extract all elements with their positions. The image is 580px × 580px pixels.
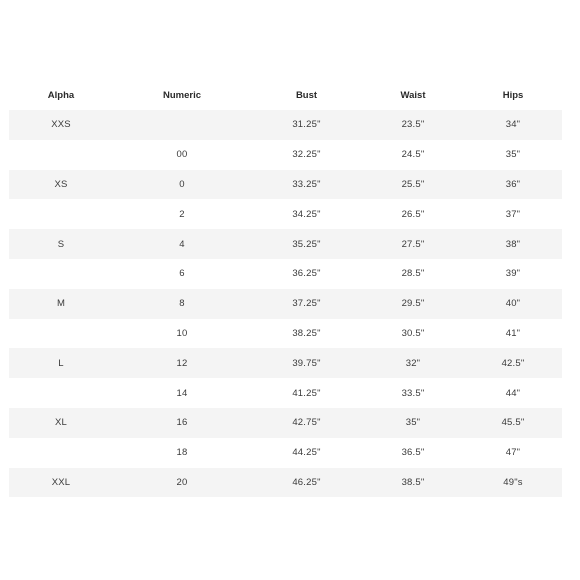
- cell-alpha: [9, 199, 113, 229]
- cell-numeric: 20: [113, 468, 251, 498]
- cell-hips: 49"s: [464, 468, 562, 498]
- cell-alpha: [9, 378, 113, 408]
- cell-alpha: L: [9, 348, 113, 378]
- table-row: [9, 348, 562, 378]
- cell-alpha: [9, 140, 113, 170]
- cell-waist: 27.5": [362, 229, 464, 259]
- cell-numeric: 10: [113, 319, 251, 349]
- cell-waist: 25.5": [362, 170, 464, 200]
- header-bust: Bust: [295, 90, 318, 101]
- table-row: [9, 438, 562, 468]
- cell-hips: 41": [464, 319, 562, 349]
- cell-numeric: 0: [113, 170, 251, 200]
- cell-bust: 44.25": [251, 438, 362, 468]
- cell-bust: 37.25": [251, 289, 362, 319]
- cell-bust: 46.25": [251, 468, 362, 498]
- cell-alpha: XS: [9, 170, 113, 200]
- cell-numeric: 2: [113, 199, 251, 229]
- cell-numeric: 14: [113, 378, 251, 408]
- cell-numeric: 16: [113, 408, 251, 438]
- cell-hips: 39": [464, 259, 562, 289]
- cell-numeric: 18: [113, 438, 251, 468]
- cell-waist: 36.5": [362, 438, 464, 468]
- table-row: [9, 140, 562, 170]
- cell-numeric: 12: [113, 348, 251, 378]
- cell-bust: 39.75": [251, 348, 362, 378]
- table-row: [9, 468, 562, 498]
- table-body: [9, 110, 562, 497]
- table-row: [9, 110, 562, 140]
- cell-waist: 28.5": [362, 259, 464, 289]
- cell-numeric: 00: [113, 140, 251, 170]
- table-header-row: [9, 81, 562, 110]
- cell-alpha: XXS: [9, 110, 113, 140]
- cell-hips: 45.5": [464, 408, 562, 438]
- cell-waist: 38.5": [362, 468, 464, 498]
- cell-numeric: 8: [113, 289, 251, 319]
- cell-alpha: [9, 438, 113, 468]
- cell-numeric: 4: [113, 229, 251, 259]
- cell-bust: 31.25": [251, 110, 362, 140]
- cell-hips: 42.5": [464, 348, 562, 378]
- cell-hips: 38": [464, 229, 562, 259]
- cell-hips: 40": [464, 289, 562, 319]
- cell-waist: 29.5": [362, 289, 464, 319]
- table-row: [9, 170, 562, 200]
- cell-waist: 32": [362, 348, 464, 378]
- header-hips: Hips: [502, 90, 524, 101]
- cell-hips: 37": [464, 199, 562, 229]
- cell-alpha: [9, 259, 113, 289]
- cell-hips: 47": [464, 438, 562, 468]
- cell-waist: 24.5": [362, 140, 464, 170]
- cell-waist: 33.5": [362, 378, 464, 408]
- size-chart-table: [9, 81, 562, 497]
- cell-bust: 33.25": [251, 170, 362, 200]
- cell-waist: 23.5": [362, 110, 464, 140]
- cell-bust: 34.25": [251, 199, 362, 229]
- header-waist: Waist: [400, 90, 426, 101]
- cell-alpha: M: [9, 289, 113, 319]
- table-row: [9, 319, 562, 349]
- cell-alpha: [9, 319, 113, 349]
- header-numeric: Numeric: [162, 90, 201, 101]
- cell-waist: 35": [362, 408, 464, 438]
- cell-alpha: XXL: [9, 468, 113, 498]
- cell-numeric: 6: [113, 259, 251, 289]
- header-alpha: Alpha: [47, 90, 75, 101]
- cell-bust: 41.25": [251, 378, 362, 408]
- cell-alpha: S: [9, 229, 113, 259]
- cell-waist: 30.5": [362, 319, 464, 349]
- cell-hips: 44": [464, 378, 562, 408]
- table-row: [9, 259, 562, 289]
- table-row: [9, 229, 562, 259]
- table-row: [9, 378, 562, 408]
- cell-numeric: [113, 110, 251, 140]
- cell-waist: 26.5": [362, 199, 464, 229]
- cell-alpha: XL: [9, 408, 113, 438]
- cell-bust: 36.25": [251, 259, 362, 289]
- cell-bust: 42.75": [251, 408, 362, 438]
- cell-bust: 32.25": [251, 140, 362, 170]
- table-row: [9, 289, 562, 319]
- cell-bust: 38.25": [251, 319, 362, 349]
- cell-bust: 35.25": [251, 229, 362, 259]
- table-row: [9, 408, 562, 438]
- cell-hips: 36": [464, 170, 562, 200]
- cell-hips: 35": [464, 140, 562, 170]
- table-row: [9, 199, 562, 229]
- cell-hips: 34": [464, 110, 562, 140]
